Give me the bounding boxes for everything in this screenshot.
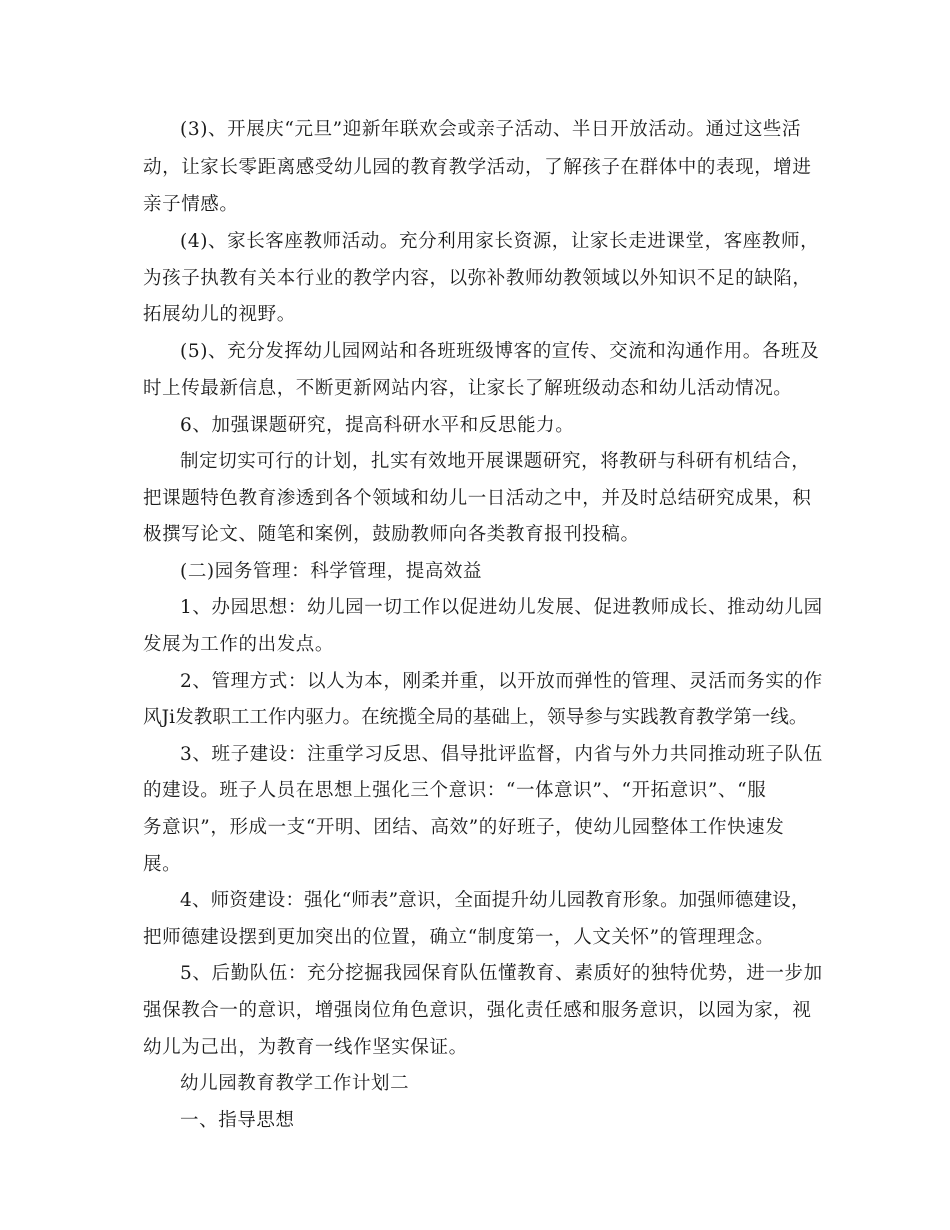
paragraph-line: 拓展幼儿的视野。: [143, 304, 296, 325]
section-heading: 一、指导思想: [180, 1110, 295, 1131]
paragraph-line: 2、管理方式：以人为本，刚柔并重，以开放而弹性的管理、灵活而务实的作: [180, 671, 823, 692]
paragraph-line: 动，让家长零距离感受幼儿园的教育教学活动，了解孩子在群体中的表现，增进: [143, 157, 812, 178]
paragraph-line: 展。: [143, 854, 182, 875]
section-heading: (二)园务管理：科学管理，提高效益: [180, 561, 483, 582]
paragraph-line: (4)、家长客座教师活动。充分利用家长资源，让家长走进课堂，客座教师，: [180, 231, 820, 252]
paragraph-line: 把师德建设摆到更加突出的位置，确立“制度第一，人文关怀”的管理理念。: [143, 927, 775, 948]
paragraph-line: 的建设。班子人员在思想上强化三个意识：“一体意识”、“开拓意识”、“服: [143, 780, 767, 801]
paragraph-line: 极撰写论文、随笔和案例，鼓励教师向各类教育报刊投稿。: [143, 524, 640, 545]
paragraph-line: 亲子情感。: [143, 194, 239, 215]
paragraph-line: 1、办园思想：幼儿园一切工作以促进幼儿发展、促进教师成长、推动幼儿园: [180, 597, 823, 618]
paragraph-line: 为孩子执教有关本行业的教学内容，以弥补教师幼教领域以外知识不足的缺陷，: [143, 268, 812, 289]
paragraph-line: 务意识”，形成一支“开明、团结、高效”的好班子，使幼儿园整体工作快速发: [143, 817, 785, 838]
paragraph-line: (3)、开展庆“元旦”迎新年联欢会或亲子活动、半日开放活动。通过这些活: [180, 119, 802, 140]
paragraph-line: (5)、充分发挥幼儿园网站和各班班级博客的宣传、交流和沟通作用。各班及: [180, 341, 820, 362]
paragraph-line: 4、师资建设：强化“师表”意识，全面提升幼儿园教育形象。加强师德建设，: [180, 890, 810, 911]
paragraph-line: 幼儿为己出，为教育一线作坚实保证。: [143, 1037, 468, 1058]
paragraph-line: 发展为工作的出发点。: [143, 634, 335, 655]
paragraph-line: 强保教合一的意识，增强岗位角色意识，强化责任感和服务意识，以园为家，视: [143, 1000, 812, 1021]
section-heading: 6、加强课题研究，提高科研水平和反思能力。: [180, 415, 575, 436]
paragraph-line: 制定切实可行的计划，扎实有效地开展课题研究，将教研与科研有机结合，: [180, 451, 811, 472]
paragraph-line: 时上传最新信息，不断更新网站内容，让家长了解班级动态和幼儿活动情况。: [143, 378, 793, 399]
paragraph-line: 把课题特色教育渗透到各个领域和幼儿一日活动之中，并及时总结研究成果，积: [143, 488, 812, 509]
paragraph-line: 3、班子建设：注重学习反思、倡导批评监督，内省与外力共同推动班子队伍: [180, 744, 823, 765]
document-title: 幼儿园教育教学工作计划二: [180, 1073, 410, 1094]
paragraph-line: 风Ji发教职工工作内驱力。在统揽全局的基础上，领导参与实践教育教学第一线。: [143, 707, 808, 728]
paragraph-line: 5、后勤队伍：充分挖掘我园保育队伍懂教育、素质好的独特优势，进一步加: [180, 963, 823, 984]
